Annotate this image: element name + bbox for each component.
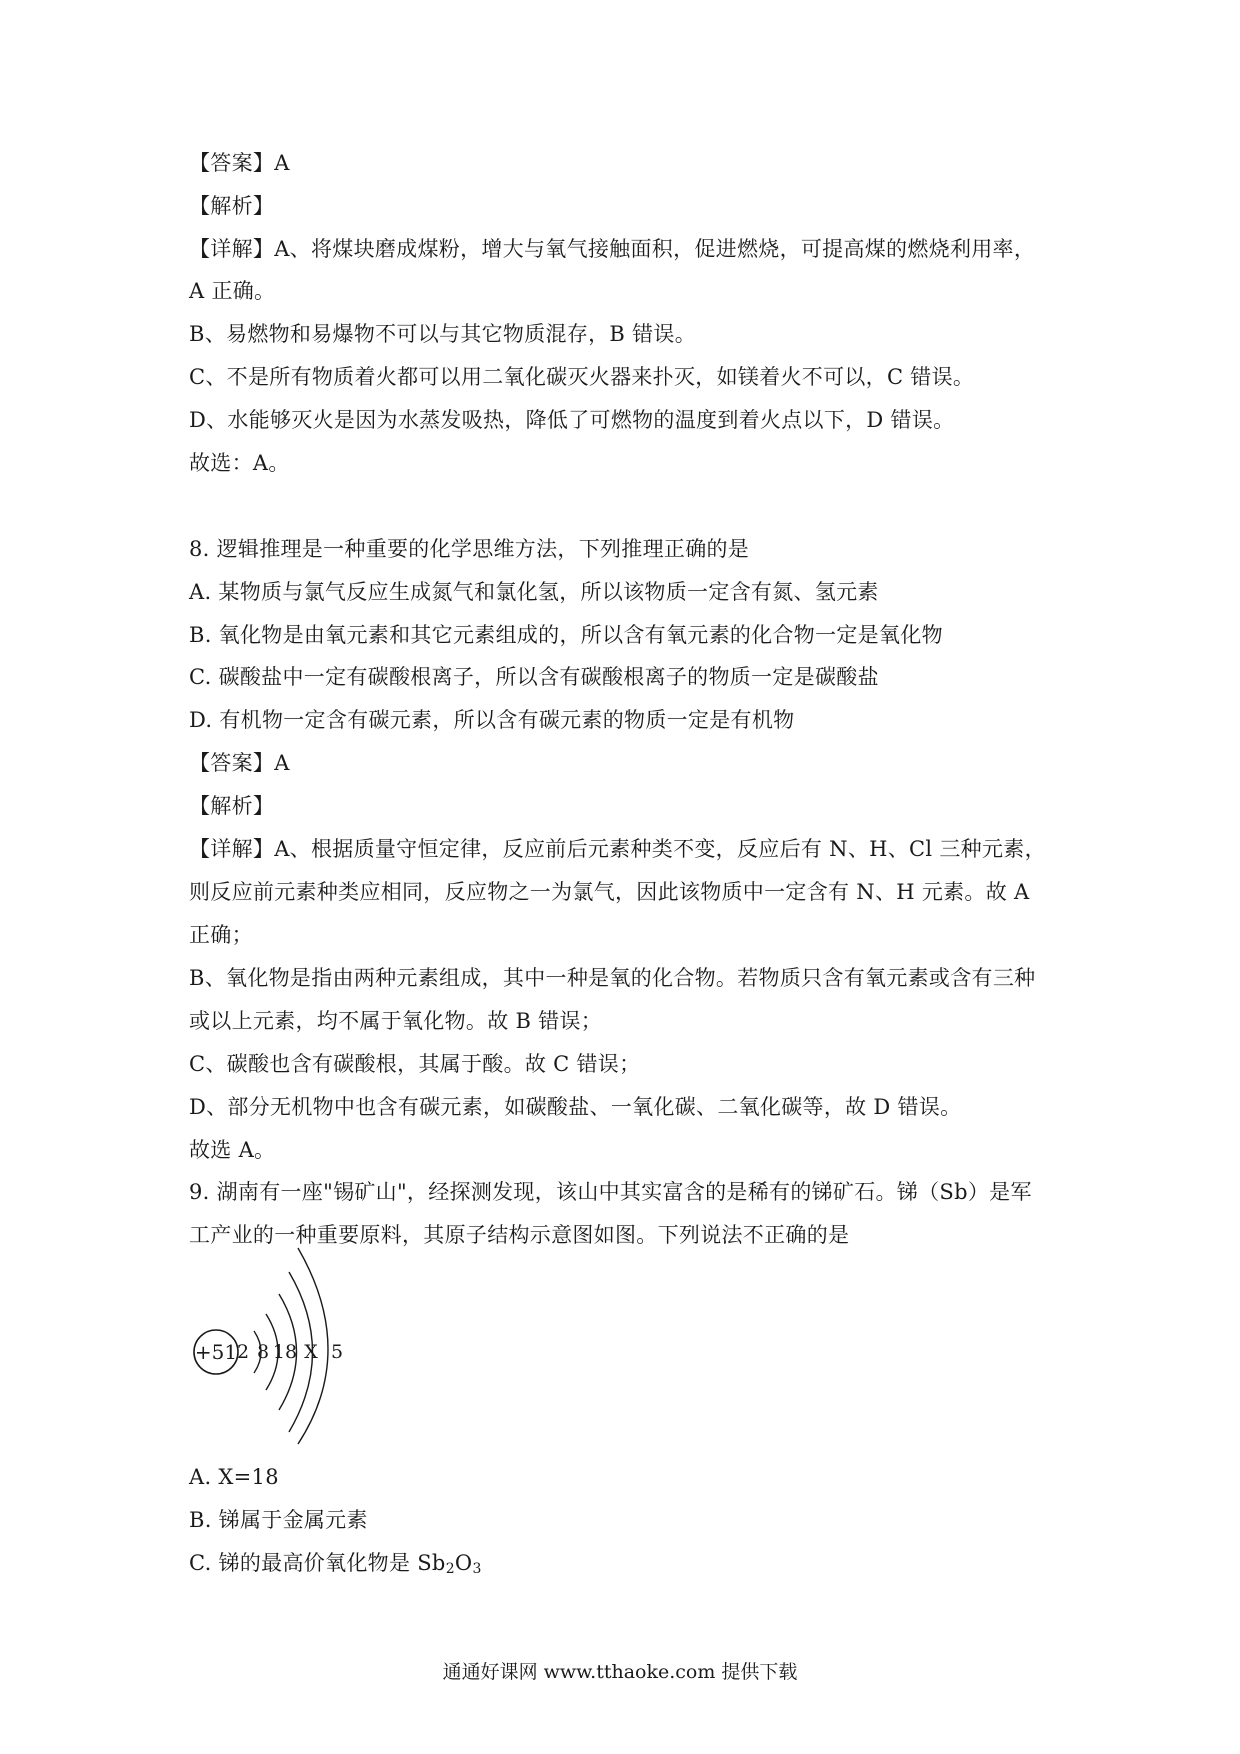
q8-detail-line: C、碳酸也含有碳酸根，其属于酸。故 C 错误； [189,1052,641,1076]
q7-detail-line: B、易燃物和易爆物不可以与其它物质混存，B 错误。 [189,322,697,346]
option-c-text: C. 锑的最高价氧化物是 [189,1551,418,1575]
q8-detail-line: B、氧化物是指由两种元素组成，其中一种是氧的化合物。若物质只含有氧元素或含有三种 [189,966,1036,990]
formula-subscript: 2 [445,1561,455,1577]
formula-element: O [454,1551,473,1575]
shell-electron-count: X [304,1341,318,1363]
q7-analysis-label: 【解析】 [189,194,275,218]
q9-option-a: A. X=18 [189,1465,279,1489]
q8-option-d: D. 有机物一定含有碳元素，所以含有碳元素的物质一定是有机物 [189,708,795,732]
q8-option-c: C. 碳酸盐中一定有碳酸根离子，所以含有碳酸根离子的物质一定是碳酸盐 [189,665,879,689]
shell-electron-count: 8 [256,1341,270,1363]
q7-detail-line: D、水能够灭火是因为水蒸发吸热，降低了可燃物的温度到着火点以下，D 错误。 [189,408,955,432]
q8-analysis-label: 【解析】 [189,794,275,818]
q8-detail-line: 则反应前元素种类应相同，反应物之一为氯气，因此该物质中一定含有 N、H 元素。故 A [189,880,1030,904]
answer-value: A [274,751,290,775]
q8-detail-line: 故选 A。 [189,1138,276,1162]
q8-detail-line: 【详解】A、根据质量守恒定律，反应前后元素种类不变，反应后有 N、H、Cl 三种元素， [189,837,1046,861]
q8-detail-line: 或以上元素，均不属于氧化物。故 B 错误； [189,1009,603,1033]
q9-option-b: B. 锑属于金属元素 [189,1508,368,1532]
answer-value: A [274,151,290,175]
chemical-formula [417,1551,481,1575]
q7-answer [189,148,290,178]
q8-detail-line: 正确； [189,923,253,947]
nucleus-charge: +51 [194,1340,238,1364]
shell-electron-count: 5 [330,1341,344,1363]
q9-stem-line: 工产业的一种重要原料，其原子结构示意图如图。下列说法不正确的是 [189,1223,850,1247]
atom-structure-diagram [186,1236,366,1446]
q7-detail-line: C、不是所有物质着火都可以用二氧化碳灭火器来扑灭，如镁着火不可以，C 错误。 [189,365,975,389]
q8-stem: 8. 逻辑推理是一种重要的化学思维方法，下列推理正确的是 [189,537,750,561]
q7-detail-line: 故选：A。 [189,451,290,475]
q8-option-b: B. 氧化物是由氧元素和其它元素组成的，所以含有氧元素的化合物一定是氧化物 [189,623,943,647]
q9-option-c [189,1548,482,1584]
formula-subscript: 3 [472,1561,482,1577]
answer-label: 【答案】 [189,751,275,775]
q7-detail-line: A 正确。 [189,279,276,303]
shell-electron-count: 2 [236,1341,250,1363]
q7-detail-line: 【详解】A、将煤块磨成煤粉，增大与氧气接触面积，促进燃烧，可提高煤的燃烧利用率， [189,237,1036,261]
q8-answer [189,748,290,778]
page-footer: 通通好课网 www.tthaoke.com 提供下载 [442,1661,798,1683]
q8-detail-line: D、部分无机物中也含有碳元素，如碳酸盐、一氧化碳、二氧化碳等，故 D 错误。 [189,1095,962,1119]
formula-element: Sb [417,1551,446,1575]
q8-option-a: A. 某物质与氯气反应生成氮气和氯化氢，所以该物质一定含有氮、氢元素 [189,580,879,604]
q9-stem-line: 9. 湖南有一座"锡矿山"，经探测发现，该山中其实富含的是稀有的锑矿石。锑（Sb）是军 [189,1180,1032,1204]
answer-label: 【答案】 [189,151,275,175]
shell-electron-count: 18 [272,1341,298,1363]
